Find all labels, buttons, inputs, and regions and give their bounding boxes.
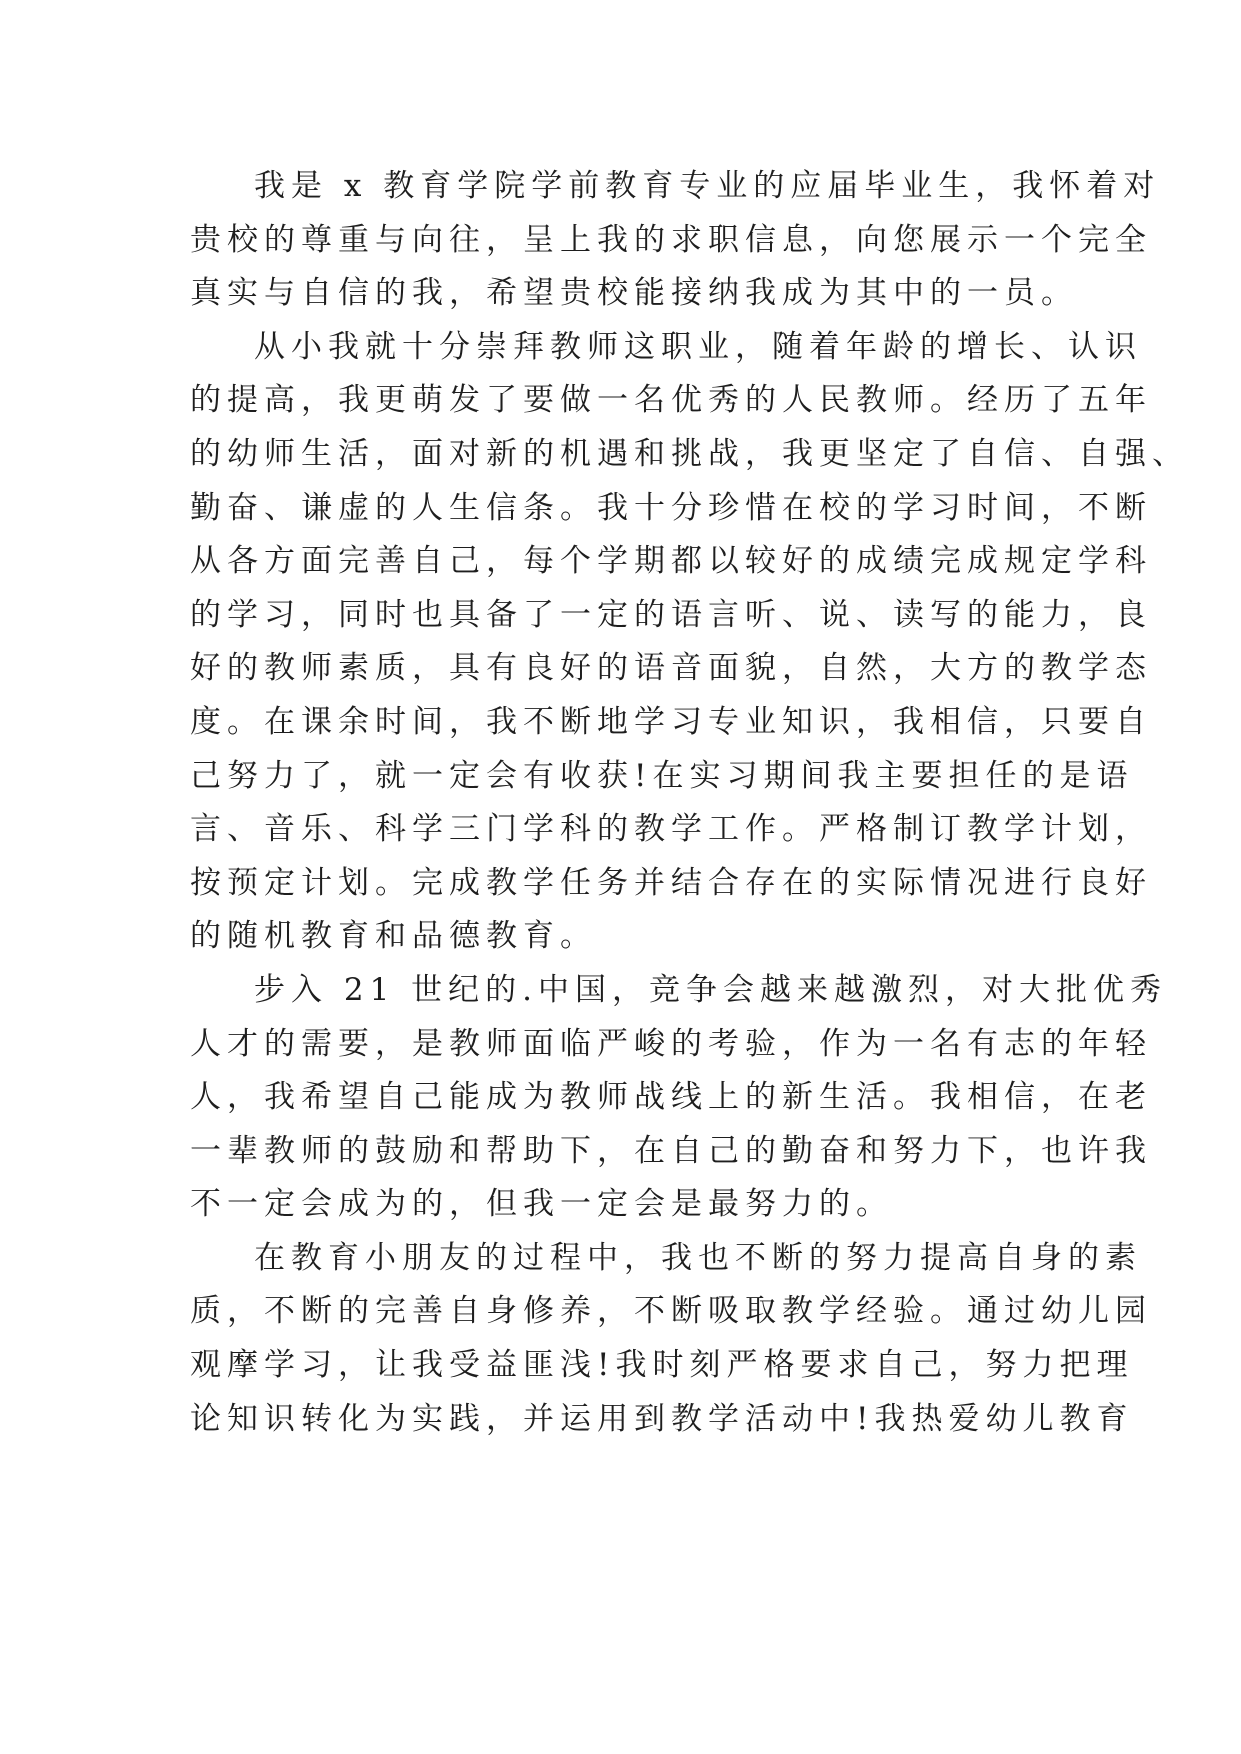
text-line: 论知识转化为实践，并运用到教学活动中!我热爱幼儿教育 <box>190 1400 1134 1437</box>
text-line: 的提高，我更萌发了要做一名优秀的人民教师。经历了五年 <box>190 382 1152 419</box>
paragraph-1 <box>190 160 1161 321</box>
text-line: 的幼师生活，面对新的机遇和挑战，我更坚定了自信、自强、 <box>190 435 1189 472</box>
text-line: 从各方面完善自己，每个学期都以较好的成绩完成规定学科 <box>190 543 1152 580</box>
document-body <box>190 160 1189 1446</box>
text-line: 好的教师素质，具有良好的语音面貌，自然，大方的教学态 <box>190 650 1152 687</box>
text-line: 质，不断的完善自身修养，不断吸取教学经验。通过幼儿园 <box>190 1293 1152 1330</box>
text-line: 一辈教师的鼓励和帮助下，在自己的勤奋和努力下，也许我 <box>190 1132 1152 1169</box>
text-line: 我是 x 教育学院学前教育专业的应届毕业生，我怀着对 <box>254 168 1161 204</box>
text-line: 观摩学习，让我受益匪浅!我时刻严格要求自己，努力把理 <box>190 1347 1134 1384</box>
text-line: 真实与自信的我，希望贵校能接纳我成为其中的一员。 <box>190 275 1078 312</box>
paragraph-2 <box>190 321 1189 964</box>
text-line: 人，我希望自己能成为教师战线上的新生活。我相信，在老 <box>190 1079 1152 1116</box>
text-line: 度。在课余时间，我不断地学习专业知识，我相信，只要自 <box>190 703 1152 740</box>
text-line: 己努力了，就一定会有收获!在实习期间我主要担任的是语 <box>190 757 1134 794</box>
paragraph-3 <box>190 964 1168 1232</box>
text-line: 的随机教育和品德教育。 <box>190 918 597 955</box>
text-line: 在教育小朋友的过程中，我也不断的努力提高自身的素 <box>254 1239 1142 1276</box>
text-line: 言、音乐、科学三门学科的教学工作。严格制订教学计划， <box>190 811 1152 848</box>
text-line: 不一定会成为的，但我一定会是最努力的。 <box>190 1186 893 1223</box>
text-line: 步入 21 世纪的.中国，竞争会越来越激烈，对大批优秀 <box>254 971 1168 1008</box>
text-line: 的学习，同时也具备了一定的语言听、说、读写的能力，良 <box>190 596 1152 633</box>
text-line: 贵校的尊重与向往，呈上我的求职信息，向您展示一个完全 <box>190 221 1152 258</box>
text-line: 按预定计划。完成教学任务并结合存在的实际情况进行良好 <box>190 864 1152 901</box>
text-line: 勤奋、谦虚的人生信条。我十分珍惜在校的学习时间，不断 <box>190 489 1152 526</box>
text-line: 人才的需要，是教师面临严峻的考验，作为一名有志的年轻 <box>190 1025 1152 1062</box>
text-line: 从小我就十分崇拜教师这职业，随着年龄的增长、认识 <box>254 328 1142 365</box>
paragraph-4 <box>190 1232 1152 1446</box>
